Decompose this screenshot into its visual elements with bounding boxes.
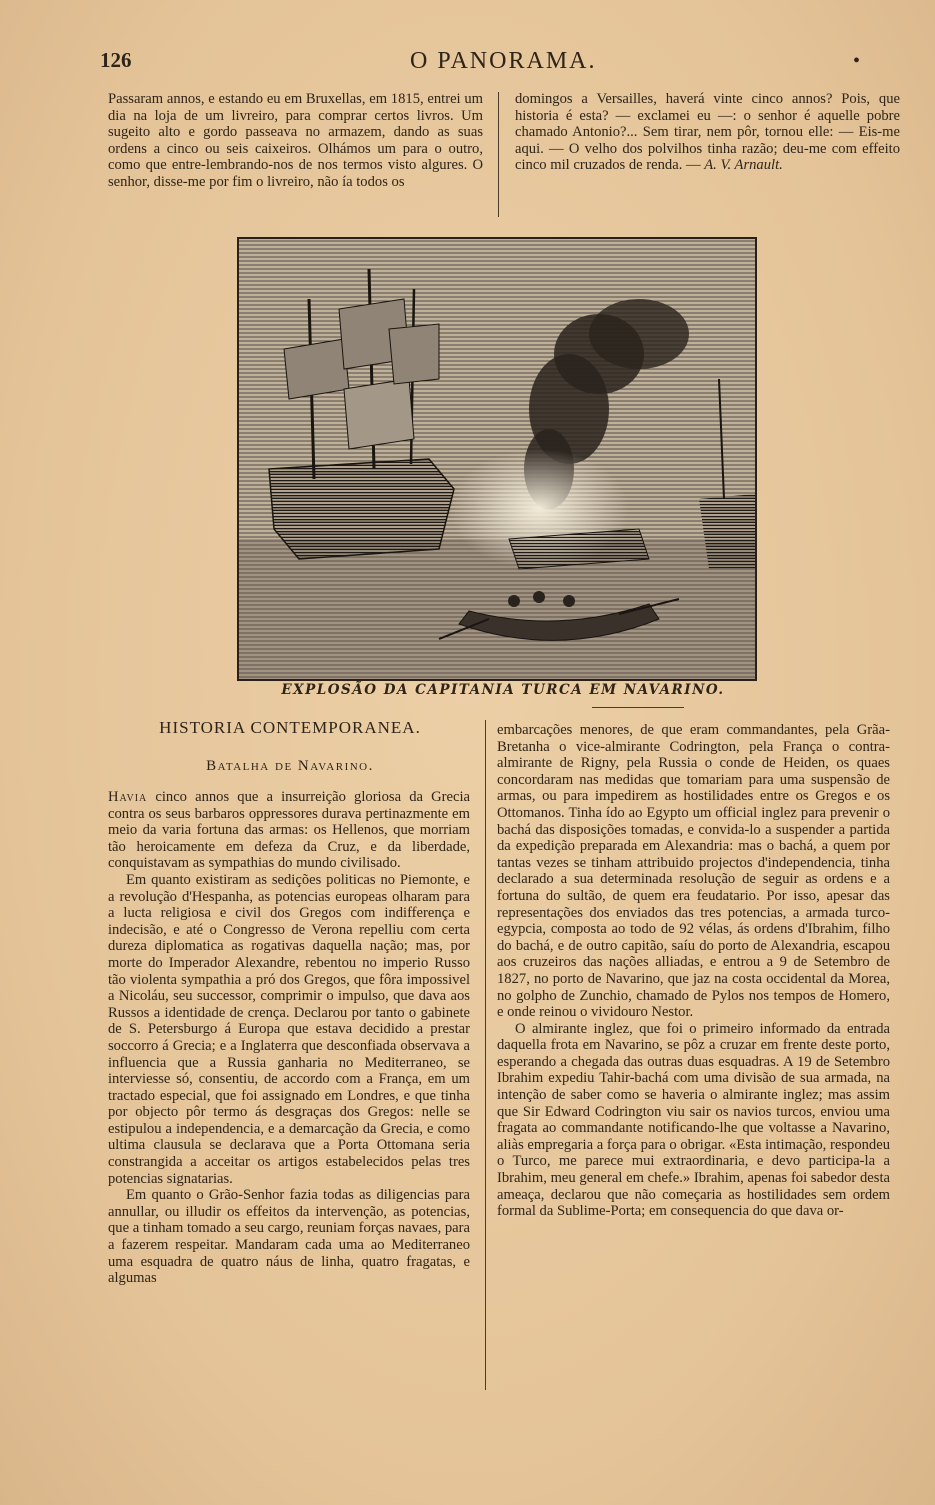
- figure-caption: EXPLOSÃO DA CAPITANIA TURCA EM NAVARINO.: [281, 682, 725, 698]
- page-title: O PANORAMA.: [410, 48, 597, 74]
- top-story-left-column: [108, 91, 483, 191]
- article-paragraph-4: embarcações menores, de que eram commandantes, pela Grãa-Bretanha o vice-almirante Codrington, pela França o contra-almirante de Rigny, pela Russia o conde de Heiden, os quaes concordaram nas medidas que tomariam para uma suspensão de armas, ou para impedirem as hostilidades entre os Gregos e os Ottomanos. Tinha ído ao Egypto um official inglez para prevenir o bachá das disposições tomadas, e convida-lo a suspender a partida da expedição preparada em Alexandria: mas o bachá, a quem por tantas vezes se tinham attribuido projectos d'independencia, tinha declarado a sua determinada resolução de seguir as ordens e a fortuna do sultão, de quem era feudatario. Por isso, apesar das representações dos enviados das tres potencias, a armada turco-egypcia, composta ao todo de 92 vélas, ás ordens d'Ibrahim, filho do bachá, e de outro capitão, saíu do porto de Alexandria, escapou aos cruzeiros das nações alliadas, e entrou a 9 de Setembro de 1827, no porto de Navarino, que jaz na costa occidental da Morea, no golpho de Zunchio, chamado de Pylos nos tempos de Homero, e onde reinou o vividouro Nestor.: [497, 722, 890, 1021]
- article-paragraph-1-text: cinco annos que a insurreição gloriosa da Grecia contra os seus barbaros oppressores durava pertinazmente em meio da varia fortuna das armas: os Hellenos, que morriam tão heroicamente em defeza da Cruz, e da liberdade, conquistavam as sympathias do mundo civilisado.: [108, 789, 470, 872]
- page-header: [100, 48, 890, 78]
- distant-ship: [699, 494, 755, 569]
- article-column-divider: [485, 720, 486, 1390]
- top-story-right-column: [515, 91, 900, 174]
- top-story-author: A. V. Arnault.: [704, 157, 783, 174]
- article-paragraph-2: Em quanto existiram as sedições politicas no Piemonte, e a revolução d'Hespanha, as potencias europeas olharam para a lucta religiosa e civil dos Gregos com indifferença e indecisão, e até o Congresso de Verona repelliu com certa dureza diplomatica as rogativas daquella nação; mas, por morte do Imperador Alexandre, rebentou no imperio Russo tão violenta sympathia a pró dos Gregos, que fôra impossivel a Nicoláu, seu successor, comprimir o impulso, que dava aos Russos a identidade de crença. Declarou por tanto o gabinete de S. Petersburgo á Europa que estava decidido a prestar soccorro á Grecia; e a Inglaterra que desconfiada observava a influencia que a Russia ganharia no Mediterraneo, se interviesse só, consentiu, de accordo com a França, em um tractado especial, que foi assignado em Londres, e que tinha por objecto pôr termo ás desgraças dos Gregos: nelle se estipulou a independencia, e a demarcação da Grecia, e como ultima clausula se declarava que a Porta Ottomana seria constrangida a acceitar os artigos estabelecidos pelas tres potencias signatarias.: [108, 871, 470, 1187]
- header-dot: •: [852, 50, 860, 72]
- engraving-illustration: [237, 237, 757, 681]
- article-paragraph-1: [108, 789, 470, 872]
- article-paragraph-5: O almirante inglez, que foi o primeiro informado da entrada daquella frota em Navarino, se pôz a cruzar em frente deste porto, esperando a chegada das outras duas esquadras. A 19 de Setembro Ibrahim expediu Tahir-bachá com uma divisão de sua armada, na intenção de saber como se haveria o almirante inglez; mas assim que Sir Edward Codrington viu sair os navios turcos, enviou uma fragata ao commandante notificando-lhe que voltasse a Navarino, aliàs empregaria a força para o obrigar. «Esta intimação, respondeu o Turco, me parece mui extraordinaria, e devo participa-la a Ibrahim, meu general em chefe.» Ibrahim, apenas foi sabedor desta ameaça, declarou que não começaria as hostilidades sem ordem formal da Sublime-Porta; em consequencia do que dava or-: [497, 1020, 890, 1220]
- opening-word: Havia: [108, 789, 148, 805]
- top-story-left-text: Passaram annos, e estando eu em Bruxellas, em 1815, entrei um dia na loja de um livreiro, para comprar certos livros. Um sugeito alto e gordo passeava no armazem, dando as suas ordens a cinco ou seis caixeiros. Olhámos um para o outro, como que entre-lembrando-nos de nos termos visto algures. O senhor, disse-me por fim o livreiro, não ía todos os: [108, 91, 483, 190]
- section-subtitle: Batalha de Navarino.: [206, 758, 374, 774]
- top-column-divider: [498, 92, 499, 217]
- article-left-column: [108, 789, 470, 1287]
- top-story-right-body: domingos a Versailles, haverá vinte cinco annos? Pois, que historia é esta? — exclamei eu —: o senhor é aquelle pobre chamado Antonio?... Sem tirar, nem pôr, tornou elle: — Eis-me aqui. — O velho dos polvilhos tinha razão; deu-me com effeito cinco mil cruzados de renda. —: [515, 91, 900, 174]
- section-title: HISTORIA CONTEMPORANEA.: [159, 718, 421, 737]
- battle-engraving: [239, 239, 755, 679]
- article-paragraph-3: Em quanto o Grão-Senhor fazia todas as diligencias para annullar, ou illudir os effeitos da intervenção, as potencias, que a tinham tomado a seu cargo, reuniam forças navaes, para a fazerem respeitar. Mandaram cada uma ao Mediterraneo uma esquadra de quatro náus de linha, quatro fragatas, e algumas: [108, 1187, 470, 1287]
- page-number: 126: [100, 48, 132, 72]
- article-right-column: [497, 722, 890, 1220]
- caption-rule: [592, 707, 684, 708]
- top-story-right-text: [515, 91, 900, 174]
